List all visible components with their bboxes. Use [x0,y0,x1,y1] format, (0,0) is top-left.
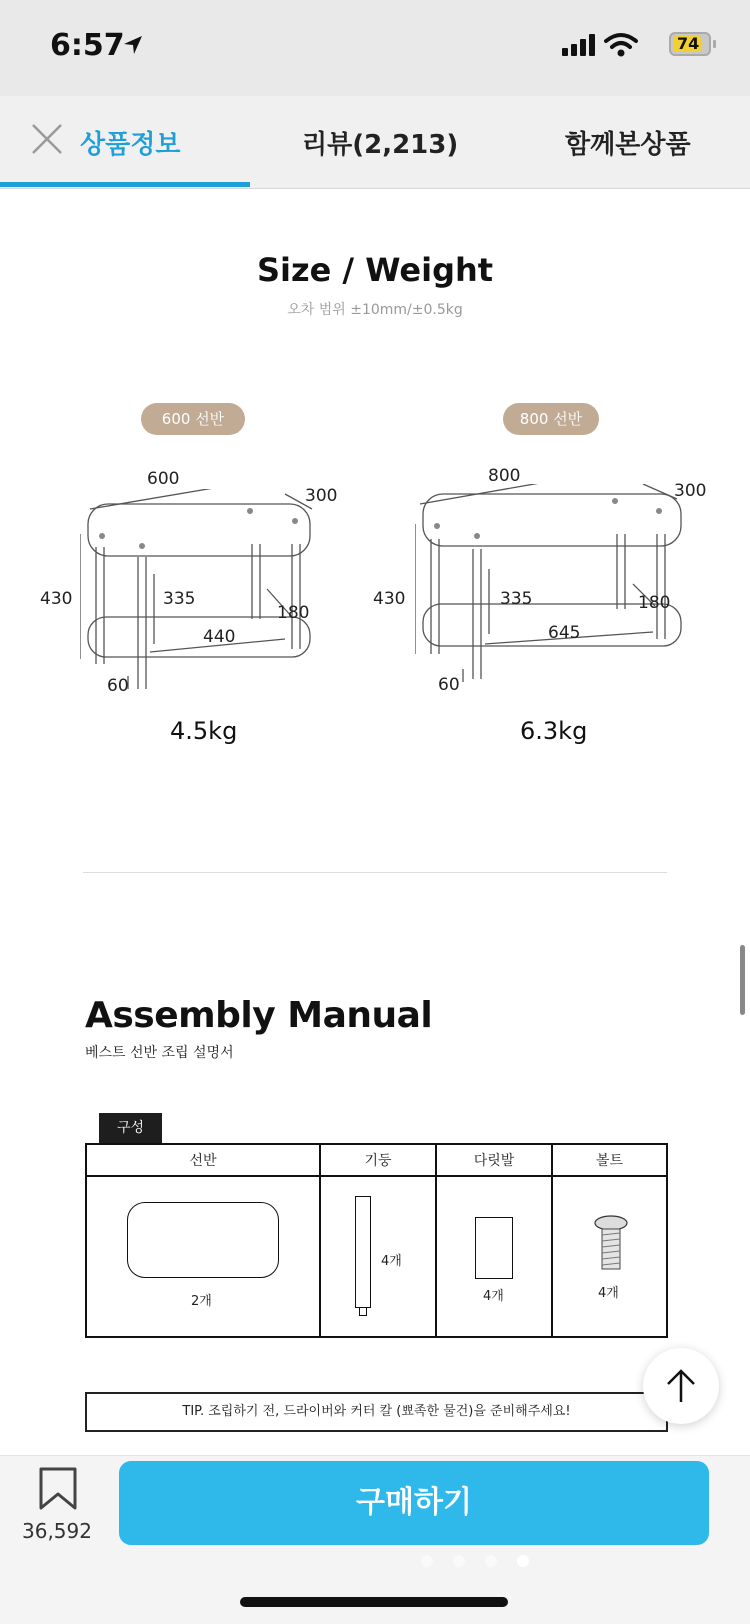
battery-level: 74 [677,34,700,53]
buy-button[interactable] [119,1461,709,1545]
pager-dots [421,1516,549,1600]
close-icon[interactable] [30,122,64,156]
cell-shelf [86,1176,320,1337]
qty-bolt: 4개 [598,1286,619,1301]
inner-height-800: 335 [500,589,533,609]
tab-indicator [0,182,250,187]
inner-width-600: 440 [203,627,236,647]
qty-shelf: 2개 [191,1294,212,1309]
arrow-up-icon [665,1368,697,1404]
column-bolt: 볼트 [552,1144,667,1176]
height-800: 430 [373,589,406,609]
tab-reviews[interactable]: 리뷰(2,213) [302,130,459,160]
badge-600: 600 선반 [141,403,245,435]
qty-foot: 4개 [483,1289,504,1304]
leg-600: 60 [107,676,129,696]
home-indicator [240,1597,508,1607]
tab-related-products[interactable]: 함께본상품 [565,130,691,160]
depth-800: 300 [674,481,707,501]
inner-width-800: 645 [548,623,581,643]
section-divider [83,872,667,873]
status-time: 6:57 [50,28,125,63]
cellular-signal-icon [562,34,596,56]
badge-800: 800 선반 [503,403,599,435]
shelf-illustration [127,1202,279,1278]
qty-pillar: 4개 [381,1254,402,1269]
leg-800: 60 [438,675,460,695]
lower-height-600: 180 [277,603,310,623]
tab-product-info[interactable]: 상품정보 [80,130,181,160]
wifi-icon [604,32,638,58]
inner-height-600: 335 [163,589,196,609]
lower-height-800: 180 [638,593,671,613]
weight-800: 6.3kg [520,717,588,745]
width-600: 600 [147,469,180,489]
foot-illustration [475,1217,513,1279]
column-shelf: 선반 [86,1144,320,1176]
scrollbar[interactable] [740,945,745,1015]
parts-table [85,1143,668,1338]
bookmark-count: 36,592 [22,1519,92,1543]
scroll-to-top-button[interactable] [643,1348,719,1424]
bottom-bar [0,1455,750,1624]
column-pillar: 기둥 [320,1144,436,1176]
size-title: Size / Weight [256,251,494,289]
shelf-800-diagram [415,484,685,699]
location-arrow-icon [122,34,144,56]
components-tag: 구성 [99,1113,162,1143]
bookmark-icon[interactable] [38,1466,78,1512]
cell-foot [436,1176,552,1337]
tab-bar [0,96,750,189]
buy-label: 구매하기 [356,1485,472,1520]
status-bar [0,0,750,96]
cell-bolt [552,1176,667,1337]
bolt-icon [593,1215,629,1275]
manual-subtitle: 베스트 선반 조립 설명서 [85,1045,234,1061]
manual-title: Assembly Manual [85,995,433,1036]
width-800: 800 [488,466,521,486]
assembly-tip: TIP. 조립하기 전, 드라이버와 커터 칼 (뾰족한 물건)을 준비해주세요! [85,1392,668,1432]
column-foot: 다릿발 [436,1144,552,1176]
battery-icon [669,32,711,56]
size-subtitle: 오차 범위 ±10mm/±0.5kg [287,302,463,318]
depth-600: 300 [305,486,338,506]
cell-pillar [320,1176,436,1337]
weight-600: 4.5kg [170,717,238,745]
pillar-illustration [355,1196,371,1308]
height-600: 430 [40,589,73,609]
